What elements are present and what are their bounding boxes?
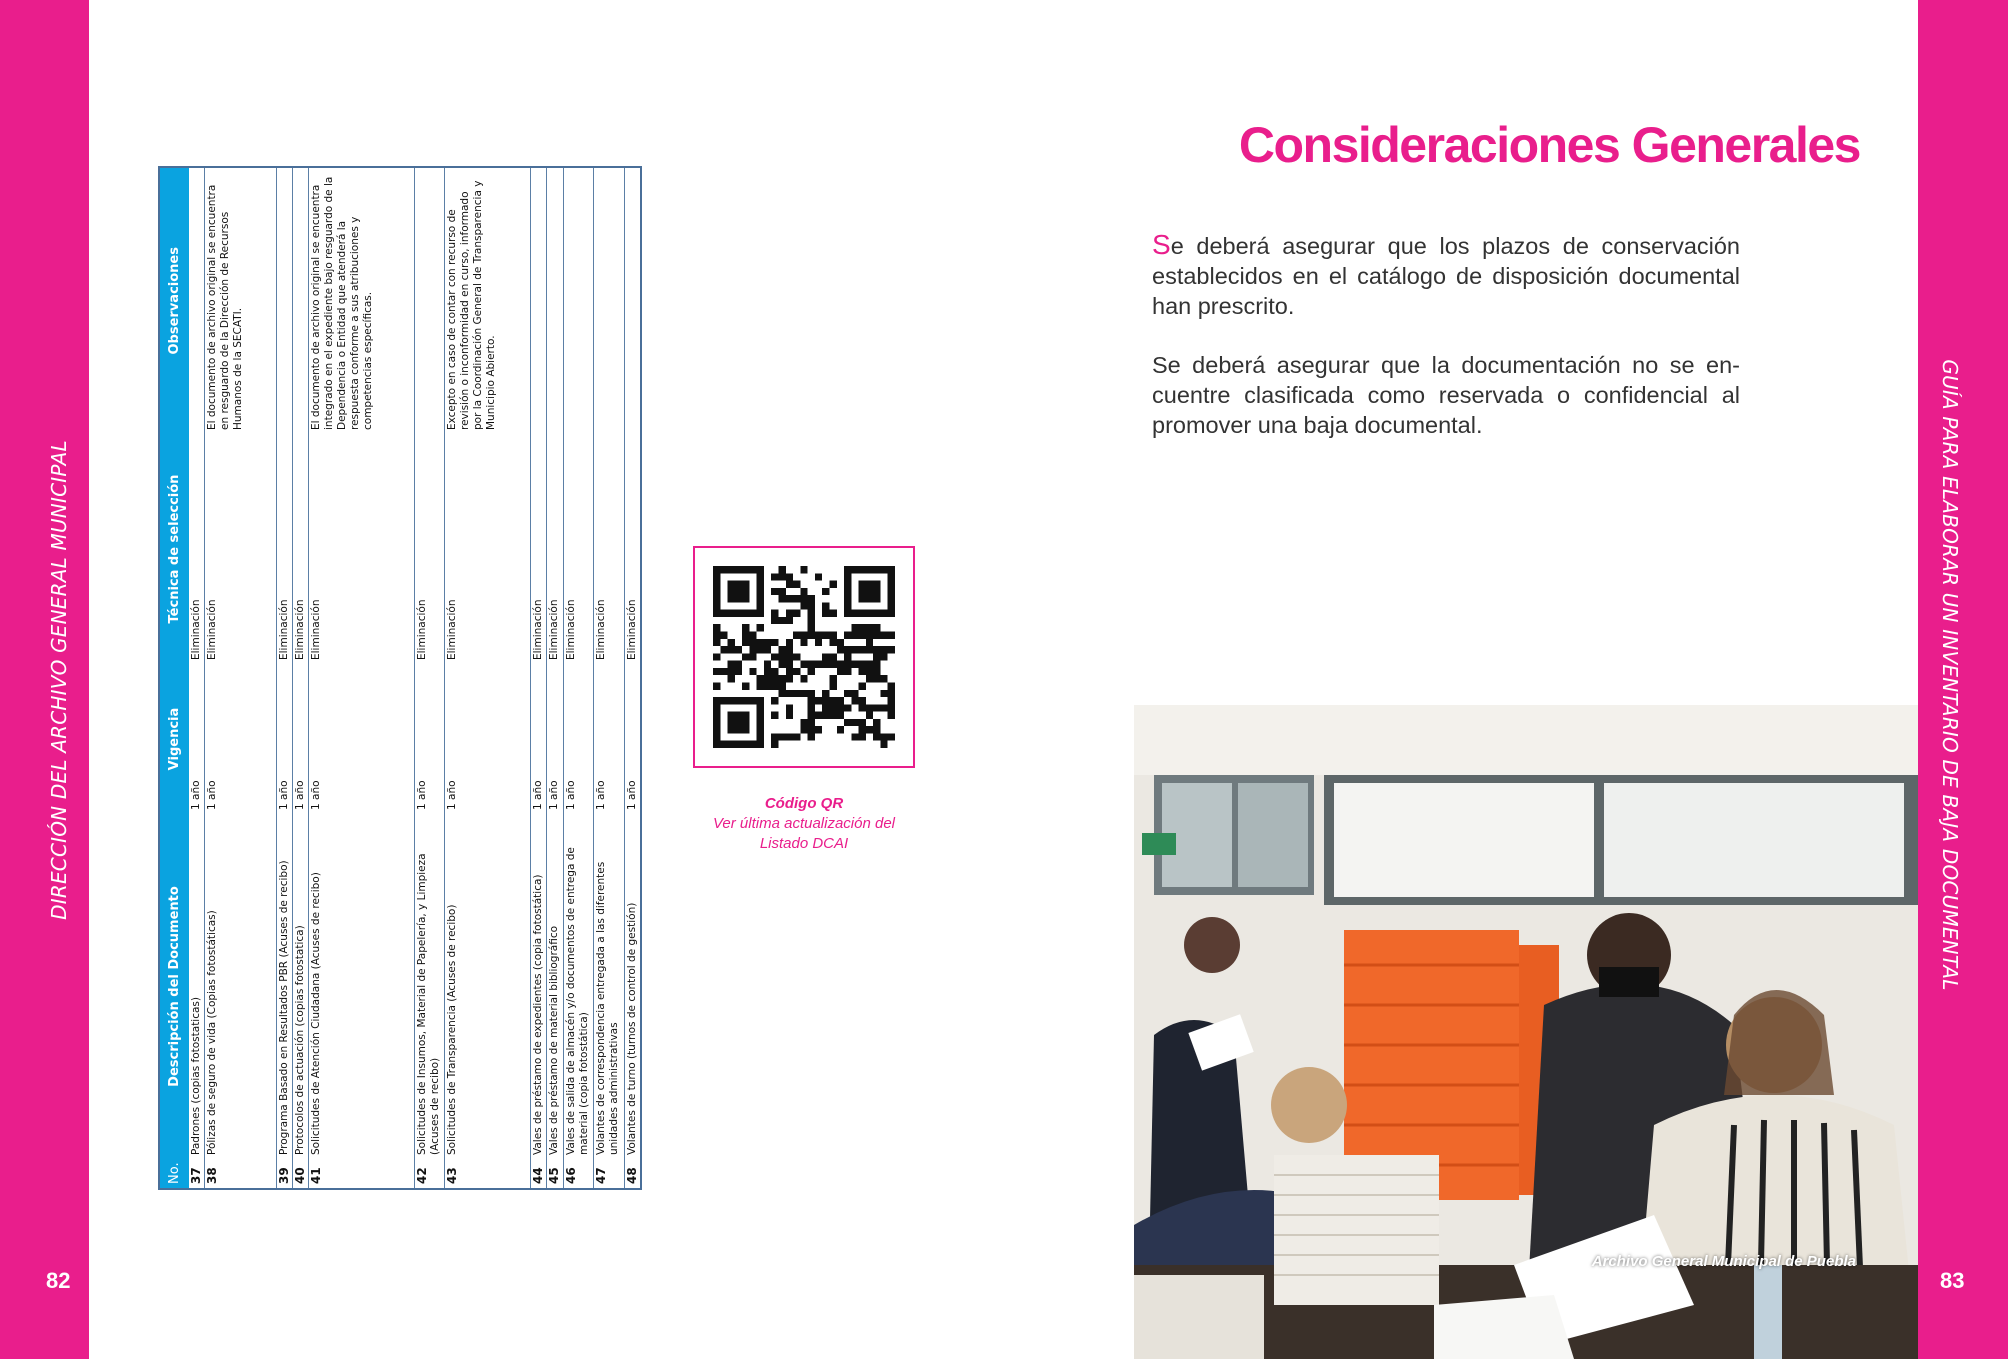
- cell-no: 40: [292, 1159, 308, 1189]
- cell-observaciones: [547, 167, 563, 434]
- header-descripcion: Descripción del Documento: [159, 814, 189, 1159]
- qr-caption-line1: Ver última actualización del: [712, 815, 896, 832]
- cell-tecnica: Eliminación: [189, 434, 205, 664]
- cell-tecnica: Eliminación: [563, 434, 594, 664]
- archive-photo: [1134, 705, 1918, 1359]
- document-table-rotated: [158, 168, 642, 1190]
- cell-descripcion: Solicitudes de Insumos, Material de Papelería, y Limpieza (Acuses de recibo): [414, 814, 445, 1159]
- right-page-band: [1918, 0, 2008, 1359]
- cell-no: 38: [205, 1159, 276, 1189]
- cell-vigencia: 1 año: [563, 664, 594, 814]
- cell-tecnica: Eliminación: [594, 434, 625, 664]
- cell-tecnica: Eliminación: [530, 434, 546, 664]
- cell-tecnica: Eliminación: [292, 434, 308, 664]
- cell-descripcion: Protocolos de actuación (copias fotostatica): [292, 814, 308, 1159]
- cell-vigencia: 1 año: [530, 664, 546, 814]
- cell-vigencia: 1 año: [414, 664, 445, 814]
- left-page-band: [0, 0, 89, 1359]
- table-row: [624, 167, 641, 1189]
- qr-caption: [693, 814, 915, 854]
- page-number-left: 82: [46, 1268, 71, 1293]
- cell-no: 47: [594, 1159, 625, 1189]
- table-row: [414, 167, 445, 1189]
- cell-descripcion: Pólizas de seguro de vida (Copias fotostáticas): [205, 814, 276, 1159]
- cell-observaciones: Excepto en caso de contar con recurso de revisión o inconformidad en curso, informado por la Coordinación General de Transparencia y Municipio Abierto.: [445, 167, 531, 434]
- document-table: [158, 166, 642, 1190]
- left-side-title: DIRECCIÓN DEL ARCHIVO GENERAL MUNICIPAL: [47, 440, 71, 920]
- cell-descripcion: Solicitudes de Atención Ciudadana (Acuses de recibo): [309, 814, 415, 1159]
- cell-no: 41: [309, 1159, 415, 1189]
- document-table-wrapper: [158, 168, 642, 1190]
- drop-initial: S: [1152, 229, 1171, 260]
- header-observaciones: Observaciones: [159, 167, 189, 434]
- cell-vigencia: 1 año: [594, 664, 625, 814]
- cell-tecnica: Eliminación: [205, 434, 276, 664]
- cell-observaciones: [292, 167, 308, 434]
- cell-no: 45: [547, 1159, 563, 1189]
- cell-vigencia: 1 año: [189, 664, 205, 814]
- paragraph-1-text: e deberá asegurar que los plazos de conservación establecidos en el catálogo de disposición documental han prescrito.: [1152, 233, 1740, 319]
- cell-no: 44: [530, 1159, 546, 1189]
- cell-vigencia: 1 año: [276, 664, 292, 814]
- cell-descripcion: Vales de préstamo de material bibliográfico: [547, 814, 563, 1159]
- page-title: Consideraciones Generales: [1238, 117, 1860, 173]
- cell-observaciones: [276, 167, 292, 434]
- cell-vigencia: 1 año: [445, 664, 531, 814]
- table-row: [594, 167, 625, 1189]
- table-row: [530, 167, 546, 1189]
- cell-vigencia: 1 año: [292, 664, 308, 814]
- paragraph-2: Se deberá asegurar que la documentación no se en-cuentre clasificada como reservada o confidencial al promover una baja documental.: [1152, 352, 1740, 438]
- cell-tecnica: Eliminación: [414, 434, 445, 664]
- cell-descripcion: Volantes de turno (turnos de control de gestión): [624, 814, 641, 1159]
- header-no: No.: [159, 1159, 189, 1189]
- qr-caption-line2: Listado DCAI: [759, 835, 849, 852]
- cell-descripcion: Padrones (copias fotostaticas): [189, 814, 205, 1159]
- cell-vigencia: 1 año: [309, 664, 415, 814]
- table-row: [563, 167, 594, 1189]
- paragraph-1: [1152, 230, 1740, 321]
- table-row: [309, 167, 415, 1189]
- cell-tecnica: Eliminación: [309, 434, 415, 664]
- cell-descripcion: Vales de préstamo de expedientes (copia fotostática): [530, 814, 546, 1159]
- page-number-right: 83: [1940, 1268, 1965, 1293]
- cell-tecnica: Eliminación: [276, 434, 292, 664]
- cell-tecnica: Eliminación: [547, 434, 563, 664]
- header-tecnica: Técnica de selección: [159, 434, 189, 664]
- table-row: [189, 167, 205, 1189]
- cell-no: 46: [563, 1159, 594, 1189]
- cell-observaciones: [530, 167, 546, 434]
- right-side-title: GUÍA PARA ELABORAR UN INVENTARIO DE BAJA DOCUMENTAL: [1938, 359, 1962, 991]
- cell-descripcion: Solicitudes de Transparencia (Acuses de recibo): [445, 814, 531, 1159]
- cell-observaciones: [624, 167, 641, 434]
- qr-code-image: [713, 566, 895, 748]
- cell-observaciones: [563, 167, 594, 434]
- cell-observaciones: [594, 167, 625, 434]
- cell-observaciones: [414, 167, 445, 434]
- qr-code[interactable]: [693, 546, 915, 768]
- cell-descripcion: Programa Basado en Resultados PBR (Acuses de recibo): [276, 814, 292, 1159]
- cell-vigencia: 1 año: [205, 664, 276, 814]
- cell-observaciones: [189, 167, 205, 434]
- qr-title: Código QR: [764, 795, 844, 812]
- photo-caption: Archivo General Municipal de Puebla: [1591, 1253, 1856, 1270]
- table-row: [445, 167, 531, 1189]
- table-row: [276, 167, 292, 1189]
- table-row: [205, 167, 276, 1189]
- header-vigencia: Vigencia: [159, 664, 189, 814]
- cell-no: 42: [414, 1159, 445, 1189]
- table-row: [292, 167, 308, 1189]
- cell-tecnica: Eliminación: [624, 434, 641, 664]
- table-row: [547, 167, 563, 1189]
- cell-observaciones: El documento de archivo original se encuentra en resguardo de la Dirección de Recursos Humanos de la SECATI.: [205, 167, 276, 434]
- cell-no: 39: [276, 1159, 292, 1189]
- table-header-row: [159, 167, 189, 1189]
- cell-observaciones: El documento de archivo original se encuentra integrado en el expediente bajo resguardo de la Dependencia o Entidad que atenderá la respuesta conforme a sus atribuciones y competencias específicas.: [309, 167, 415, 434]
- cell-no: 43: [445, 1159, 531, 1189]
- cell-descripcion: Volantes de correspondencia entregada a las diferentes unidades administrativas: [594, 814, 625, 1159]
- cell-no: 48: [624, 1159, 641, 1189]
- cell-descripcion: Vales de salida de almacén y/o documentos de entrega de material (copia fotostática): [563, 814, 594, 1159]
- cell-vigencia: 1 año: [547, 664, 563, 814]
- cell-no: 37: [189, 1159, 205, 1189]
- cell-vigencia: 1 año: [624, 664, 641, 814]
- cell-tecnica: Eliminación: [445, 434, 531, 664]
